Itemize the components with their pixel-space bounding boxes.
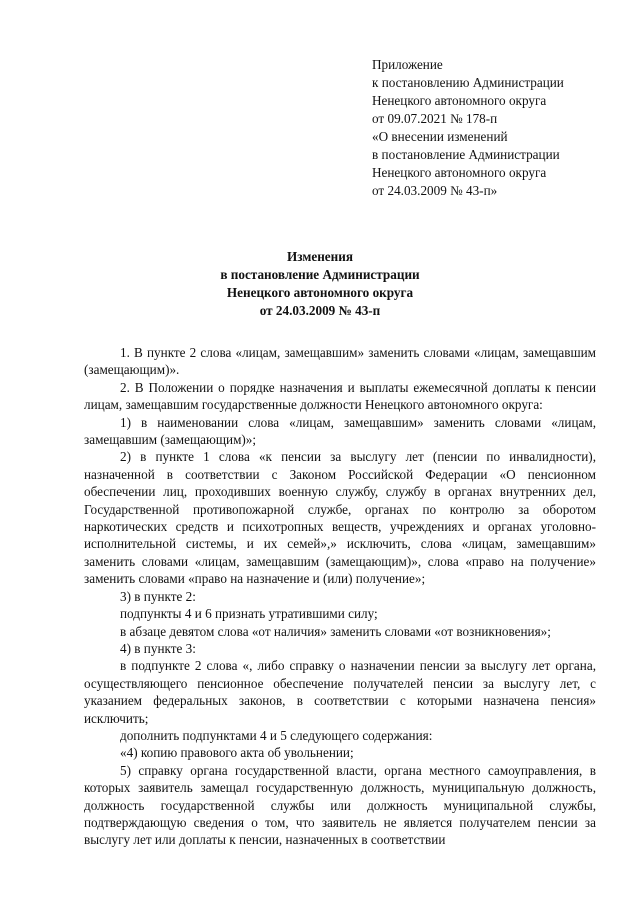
paragraph-3: 1) в наименовании слова «лицам, замещавшим» заменить словами «лицам, замещавшим (замещающим)»; [84,414,596,448]
paragraph-1: 1. В пункте 2 слова «лицам, замещавшим» заменить словами «лицам, замещавшим (замещающим)». [84,345,596,378]
appendix-line: «О внесении изменений [372,129,508,144]
appendix-line: от 24.03.2009 № 43-п» [372,183,498,198]
paragraph-12: 5) справку органа государственной власти, органа местного самоуправления, в которых заявитель замещал государственную должность, муниципальную должность, должность государственной службы или должность муниципальной службы, подтверждающую сведения о том, что заявитель не является получателем пенсии за выслугу лет или доплаты к пенсии, назначенных в соответствии [84,762,596,848]
document-title [0,248,640,320]
paragraph-6: подпункты 4 и 6 признать утратившими силу; [120,606,378,622]
paragraph-2: 2. В Положении о порядке назначения и выплаты ежемесячной доплаты к пенсии лицам, замещавшим государственные должности Ненецкого автономного округа: [84,379,596,413]
appendix-line: к постановлению Администрации [372,75,564,90]
title-line: Изменения [287,249,353,264]
paragraph-11: «4) копию правового акта об увольнении; [120,745,354,761]
title-line: в постановление Администрации [220,267,420,282]
appendix-line: от 09.07.2021 № 178-п [372,111,498,126]
paragraph-9: в подпункте 2 слова «, либо справку о назначении пенсии за выслугу лет органа, осуществляющего пенсионное обеспечение получателей пенсии за выслугу лет, с указанием федеральных законов, в соответствии с которыми назначена пенсия» исключить; [84,658,596,726]
paragraph-5: 3) в пункте 2: [120,588,196,604]
paragraph-8: 4) в пункте 3: [120,640,196,656]
appendix-line: Приложение [372,57,443,72]
paragraph-7: в абзаце девятом слова «от наличия» заменить словами «от возникновения»; [120,623,551,639]
title-line: Ненецкого автономного округа [226,285,414,300]
paragraph-4: 2) в пункте 1 слова «к пенсии за выслугу лет (пенсии по инвалидности), назначенной в соответствии с Законом Российской Федерации «О пенсионном обеспечении лиц, проходивших военную службу, службу в органах внутренних дел, Государственной противопожарной службе, органах по контролю за оборотом наркотических средств и психотропных веществ, учреждениях и органах уголовно-исполнительной системы, и их семей»,» исключить, слова «лицам, замещавшим» заменить словами «лицам, замещавшим (замещающим)», слова «право на получение» заменить словами «право на назначение и (или) получение»; [84,449,596,587]
appendix-line: Ненецкого автономного округа [372,165,547,180]
document-body [84,344,596,849]
appendix-line: Ненецкого автономного округа [372,93,547,108]
appendix-block [372,56,622,200]
paragraph-10: дополнить подпунктами 4 и 5 следующего содержания: [120,727,433,743]
title-line: от 24.03.2009 № 43-п [259,303,381,318]
appendix-line: в постановление Администрации [372,147,560,162]
